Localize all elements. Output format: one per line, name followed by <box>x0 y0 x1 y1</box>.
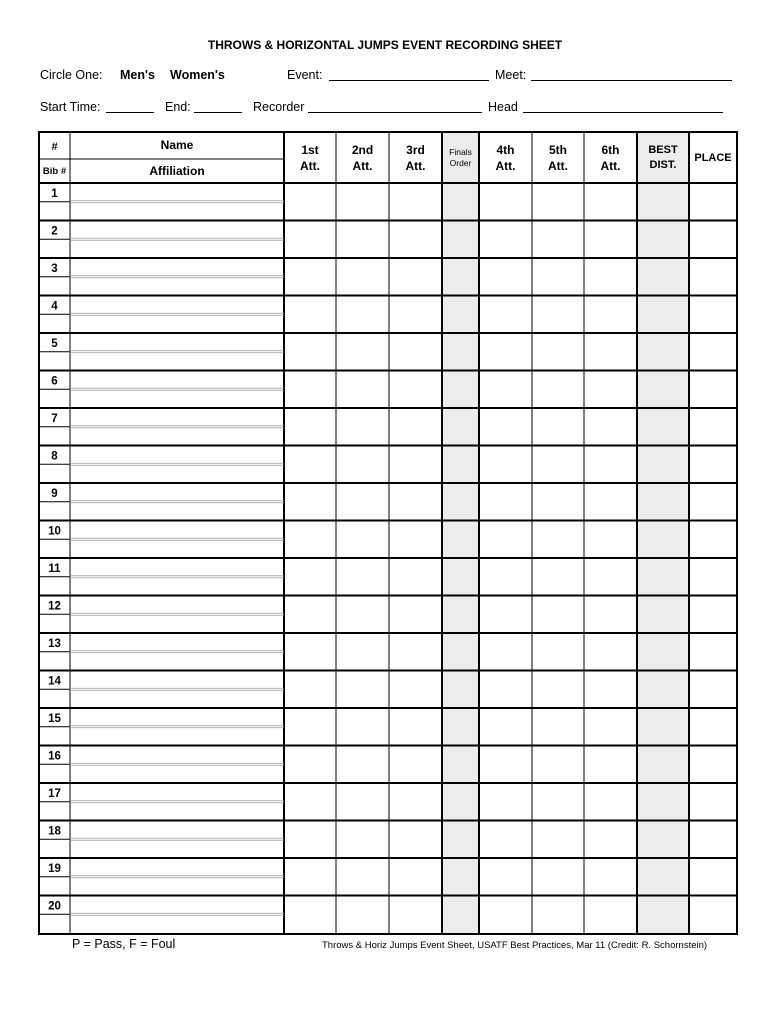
row-number: 13 <box>48 638 61 650</box>
att1-header-line1: 1st <box>301 143 319 157</box>
recorder-label: Recorder <box>253 100 305 114</box>
meet-label: Meet: <box>495 68 527 82</box>
row-number: 15 <box>48 713 61 725</box>
legend-note: P = Pass, F = Foul <box>72 937 176 951</box>
grid-lines <box>39 132 737 934</box>
event-label: Event: <box>287 68 323 82</box>
att4-header-line2: Att. <box>495 159 516 173</box>
row-numbers <box>48 188 61 913</box>
finals-header-line1: Finals <box>449 147 472 157</box>
att5-header-line2: Att. <box>548 159 568 173</box>
row-number: 10 <box>48 525 61 538</box>
row-number: 18 <box>48 825 61 838</box>
mens-option: Men's <box>120 68 155 82</box>
row-lines <box>39 201 737 916</box>
head-label: Head <box>488 100 518 114</box>
att2-header-line2: Att. <box>352 159 373 173</box>
row-number: 12 <box>48 600 61 613</box>
event-field <box>329 69 489 81</box>
row-number: 11 <box>48 563 61 575</box>
row-number: 16 <box>48 750 61 763</box>
circle-one-label: Circle One: <box>40 68 103 82</box>
affiliation-header: Affiliation <box>149 164 205 178</box>
row-number: 7 <box>51 413 58 425</box>
end-label: End: <box>165 100 191 114</box>
row-number: 2 <box>51 225 58 238</box>
att2-header-line1: 2nd <box>351 143 374 157</box>
best-column-shade <box>637 131 689 935</box>
row-number: 14 <box>48 675 61 688</box>
credit-note: Throws & Horiz Jumps Event Sheet, USATF Best Practices, Mar 11 (Credit: R. Schornstein) <box>322 940 708 951</box>
best-header-line2: DIST. <box>649 159 677 171</box>
row-number: 17 <box>48 788 61 800</box>
row-number: 6 <box>51 375 58 388</box>
att6-header-line2: Att. <box>600 159 621 173</box>
att5-header-line1: 5th <box>549 143 567 157</box>
start-time-label: Start Time: <box>40 100 101 114</box>
row-number: 19 <box>48 863 61 875</box>
number-header: # <box>51 141 58 153</box>
name-header: Name <box>160 138 194 152</box>
att1-header-line2: Att. <box>300 159 320 173</box>
head-field <box>523 101 723 113</box>
row-number: 9 <box>51 488 58 500</box>
sheet-title: THROWS & HORIZONTAL JUMPS EVENT RECORDING SHEET <box>207 38 563 52</box>
att6-header-line1: 6th <box>601 143 620 157</box>
end-field <box>194 101 242 113</box>
row-number: 5 <box>51 338 58 350</box>
place-header: PLACE <box>694 152 732 164</box>
row-number: 3 <box>51 263 58 275</box>
row-number: 4 <box>51 300 58 313</box>
recording-table <box>38 131 738 935</box>
row-number: 8 <box>51 450 58 463</box>
att3-header-line2: Att. <box>405 159 426 173</box>
finals-header-line2: Order <box>449 158 472 168</box>
att4-header-line1: 4th <box>496 143 515 157</box>
womens-option: Women's <box>170 68 225 82</box>
recorder-field <box>308 101 482 113</box>
att3-header-line1: 3rd <box>406 143 425 157</box>
row-number: 1 <box>51 188 58 200</box>
finals-column-shade <box>442 131 479 935</box>
row-number: 20 <box>48 900 61 913</box>
meet-field <box>531 69 732 81</box>
start-time-field <box>106 101 154 113</box>
best-header-line1: BEST <box>648 144 678 156</box>
bib-header: Bib # <box>42 166 67 177</box>
